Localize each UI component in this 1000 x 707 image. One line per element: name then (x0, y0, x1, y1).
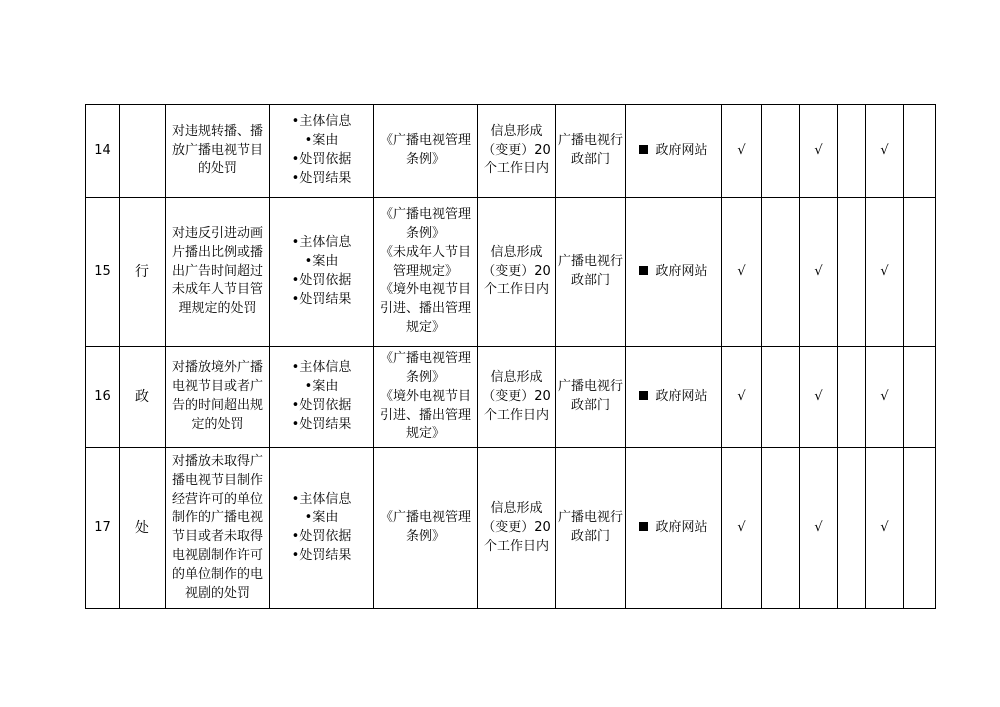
filled-square-icon (639, 391, 648, 400)
item-line: •处罚结果 (291, 170, 352, 186)
item-line: •处罚依据 (291, 529, 352, 545)
row-check-3: √ (800, 198, 838, 347)
row-channel (626, 347, 722, 448)
item-line: •处罚结果 (291, 416, 352, 432)
item-line: •案由 (304, 379, 339, 395)
basis-line: 《广播电视管理条例》 (379, 351, 471, 385)
row-legal-basis (374, 198, 478, 347)
row-check-4 (838, 105, 866, 198)
row-number: 17 (86, 448, 120, 609)
row-check-2 (762, 198, 800, 347)
basis-line: 《广播电视管理条例》 (379, 510, 471, 545)
item-line: •案由 (304, 254, 339, 270)
row-channel (626, 105, 722, 198)
channel-label: 政府网站 (655, 519, 708, 535)
row-item-name: 对播放未取得广播电视节目制作经营许可的单位制作的广播电视节目或者未取得电视剧制作许可的单位制作的电视剧的处罚 (166, 448, 270, 609)
row-category: 政 (120, 347, 166, 448)
row-check-3: √ (800, 448, 838, 609)
filled-square-icon (639, 266, 648, 275)
row-check-4 (838, 198, 866, 347)
row-department: 广播电视行政部门 (556, 347, 626, 448)
row-disclosure-items (270, 448, 374, 609)
item-line: •主体信息 (291, 491, 352, 507)
row-check-5: √ (866, 448, 904, 609)
item-line: •案由 (304, 133, 339, 149)
row-check-4 (838, 448, 866, 609)
item-line: •处罚依据 (291, 398, 352, 414)
row-check-1: √ (722, 105, 762, 198)
disclosure-table (85, 104, 936, 609)
row-check-3: √ (800, 105, 838, 198)
item-line: •主体信息 (291, 235, 352, 251)
row-number: 15 (86, 198, 120, 347)
basis-line: 《境外电视节目引进、播出管理规定》 (379, 388, 471, 442)
row-channel (626, 198, 722, 347)
row-check-5: √ (866, 347, 904, 448)
filled-square-icon (639, 145, 648, 154)
row-time-limit: 信息形成（变更）20个工作日内 (478, 448, 556, 609)
row-check-2 (762, 105, 800, 198)
table-row (86, 448, 936, 609)
filled-square-icon (639, 522, 648, 531)
row-department: 广播电视行政部门 (556, 198, 626, 347)
row-check-6 (904, 198, 936, 347)
channel-label: 政府网站 (655, 142, 708, 158)
row-department: 广播电视行政部门 (556, 105, 626, 198)
row-legal-basis (374, 448, 478, 609)
item-line: •主体信息 (291, 114, 352, 130)
row-legal-basis (374, 347, 478, 448)
table-row (86, 105, 936, 198)
item-line: •处罚结果 (291, 548, 352, 564)
row-disclosure-items (270, 198, 374, 347)
row-check-4 (838, 347, 866, 448)
row-number: 16 (86, 347, 120, 448)
basis-line: 《未成年人节目管理规定》 (379, 244, 471, 279)
row-legal-basis (374, 105, 478, 198)
row-category (120, 105, 166, 198)
row-item-name: 对违反引进动画片播出比例或播出广告时间超过未成年人节目管理规定的处罚 (166, 198, 270, 347)
row-check-6 (904, 105, 936, 198)
row-disclosure-items (270, 347, 374, 448)
row-category: 处 (120, 448, 166, 609)
row-item-name: 对违规转播、播放广播电视节目的处罚 (166, 105, 270, 198)
item-line: •处罚依据 (291, 152, 352, 167)
row-channel (626, 448, 722, 609)
table-row (86, 198, 936, 347)
table-container (85, 104, 915, 609)
basis-line: 《境外电视节目引进、播出管理规定》 (379, 282, 471, 336)
row-disclosure-items (270, 105, 374, 198)
item-line: •案由 (304, 510, 339, 526)
row-check-5: √ (866, 105, 904, 198)
row-department: 广播电视行政部门 (556, 448, 626, 609)
row-time-limit: 信息形成（变更）20个工作日内 (478, 198, 556, 347)
channel-label: 政府网站 (655, 388, 708, 404)
item-line: •处罚依据 (291, 273, 352, 288)
row-number: 14 (86, 105, 120, 198)
row-category: 行 (120, 198, 166, 347)
row-check-1: √ (722, 198, 762, 347)
basis-line: 《广播电视管理条例》 (379, 207, 471, 241)
row-check-2 (762, 448, 800, 609)
table-row (86, 347, 936, 448)
channel-label: 政府网站 (655, 263, 708, 279)
item-line: •主体信息 (291, 360, 352, 376)
row-check-1: √ (722, 448, 762, 609)
row-check-2 (762, 347, 800, 448)
row-time-limit: 信息形成（变更）20个工作日内 (478, 347, 556, 448)
row-check-3: √ (800, 347, 838, 448)
row-item-name: 对播放境外广播电视节目或者广告的时间超出规定的处罚 (166, 347, 270, 448)
row-check-6 (904, 347, 936, 448)
row-check-5: √ (866, 198, 904, 347)
basis-line: 《广播电视管理条例》 (379, 133, 471, 167)
row-check-6 (904, 448, 936, 609)
row-time-limit: 信息形成（变更）20个工作日内 (478, 105, 556, 198)
item-line: •处罚结果 (291, 291, 352, 307)
row-check-1: √ (722, 347, 762, 448)
